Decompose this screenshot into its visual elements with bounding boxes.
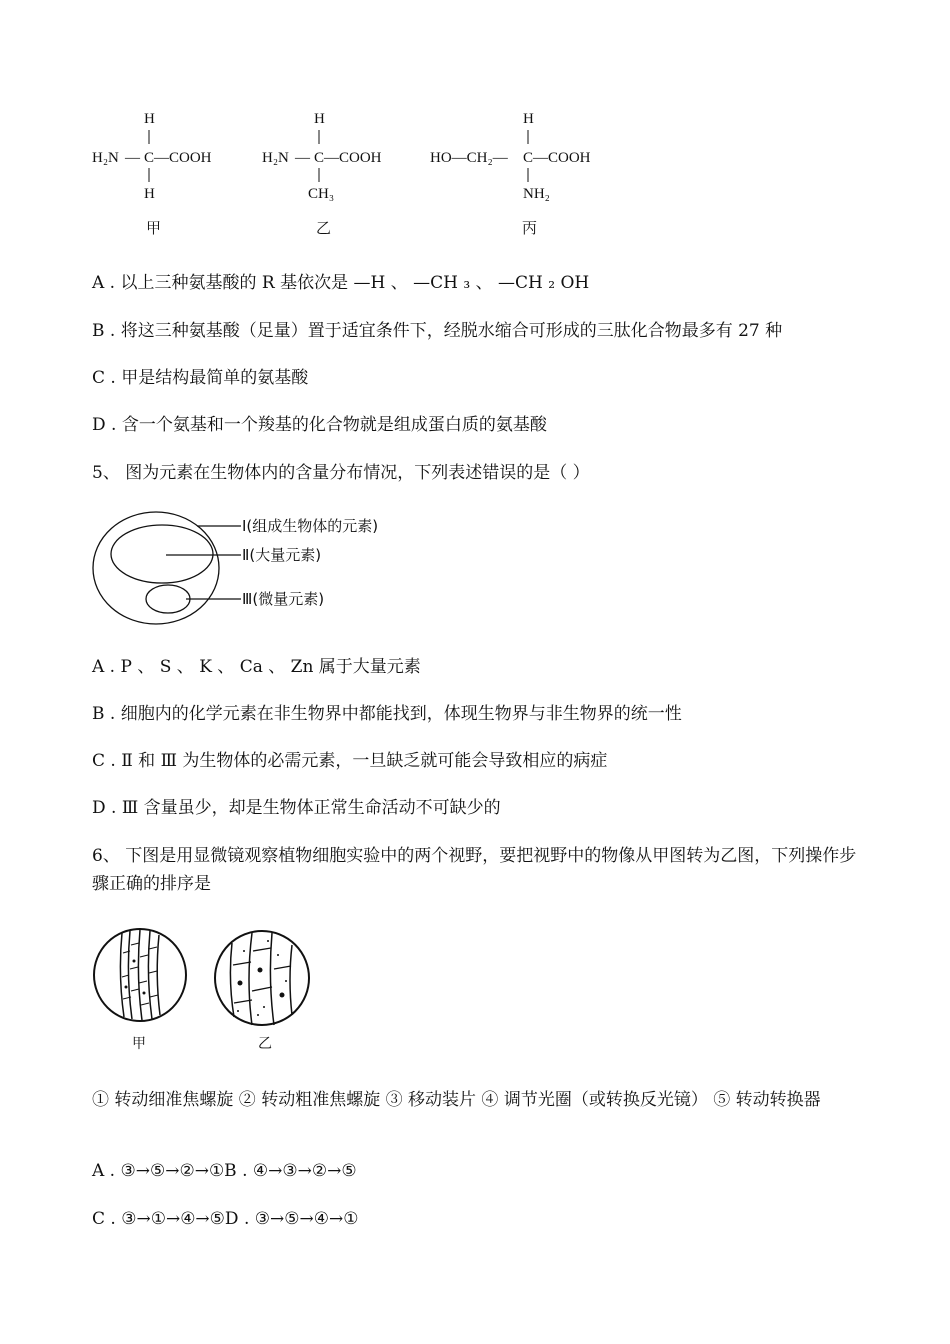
bing-bottom: NH₂ [523, 186, 550, 202]
amino-acid-bing [430, 111, 591, 237]
label-yi: 乙 [258, 1036, 272, 1052]
q5-option-c: C . Ⅱ 和 Ⅲ 为生物体的必需元素，一旦缺乏就可能会导致相应的病症 [92, 751, 608, 771]
q4-option-d: D . 含一个氨基和一个羧基的化合物就是组成蛋白质的氨基酸 [92, 415, 547, 435]
yi-right: —COOH [324, 150, 382, 166]
jia-left: H₂N [92, 150, 119, 166]
q6-options-cd: C . ③→①→④→⑤D . ③→⑤→④→① [92, 1209, 359, 1229]
jia-dash: — [125, 150, 140, 166]
bing-top: H [523, 111, 534, 127]
element-distribution-figure [90, 505, 430, 635]
q4-option-a: A . 以上三种氨基酸的 R 基依次是 —H 、 —CH ₃ 、 —CH ₂ OH [92, 273, 590, 293]
field-jia [94, 929, 186, 1052]
label-iii: Ⅲ(微量元素) [242, 590, 325, 608]
q4-option-c: C . 甲是结构最简单的氨基酸 [92, 368, 309, 388]
microscope-fields-figure [92, 925, 332, 1055]
jia-top: H [144, 111, 155, 127]
q6-steps: ① 转动细准焦螺旋 ② 转动粗准焦螺旋 ③ 移动装片 ④ 调节光圈（或转换反光镜） ⑤ 转动转换器 [92, 1090, 821, 1110]
jia-center: C [144, 150, 155, 166]
yi-label: 乙 [316, 221, 332, 237]
q5-option-d: D . Ⅲ 含量虽少，却是生物体正常生命活动不可缺少的 [92, 798, 501, 818]
amino-acid-figure [80, 100, 640, 250]
q6-stem: 6、 下图是用显微镜观察植物细胞实验中的两个视野，要把视野中的物像从甲图转为乙图，下列操作步骤正确的排序是 [92, 846, 857, 894]
yi-dash: — [295, 150, 310, 166]
amino-acid-yi [262, 111, 382, 237]
label-i: Ⅰ(组成生物体的元素) [242, 517, 379, 535]
bing-center: C [523, 150, 534, 166]
q5-option-b: B . 细胞内的化学元素在非生物界中都能找到，体现生物界与非生物界的统一性 [92, 704, 682, 724]
yi-left: H₂N [262, 150, 289, 166]
bing-label: 丙 [522, 221, 538, 237]
bing-left: HO—CH₂— [430, 150, 508, 166]
yi-center: C [314, 150, 325, 166]
yi-bottom: CH₃ [308, 186, 335, 202]
q5-option-a: A . P 、 S 、 K 、 Ca 、 Zn 属于大量元素 [92, 657, 421, 677]
jia-right: —COOH [154, 150, 212, 166]
yi-top: H [314, 111, 325, 127]
q5-stem: 5、 图为元素在生物体内的含量分布情况，下列表述错误的是（ ） [92, 463, 590, 483]
jia-bottom: H [144, 186, 155, 202]
q6-options-ab: A . ③→⑤→②→①B . ④→③→②→⑤ [92, 1161, 357, 1181]
q4-option-b: B . 将这三种氨基酸（足量）置于适宜条件下，经脱水缩合可形成的三肽化合物最多有 27 种 [92, 321, 783, 341]
label-jia: 甲 [132, 1036, 146, 1052]
jia-label: 甲 [146, 221, 162, 237]
amino-acid-jia [92, 111, 212, 237]
field-yi [215, 931, 309, 1052]
bing-right: —COOH [533, 150, 591, 166]
label-ii: Ⅱ(大量元素) [242, 546, 322, 564]
